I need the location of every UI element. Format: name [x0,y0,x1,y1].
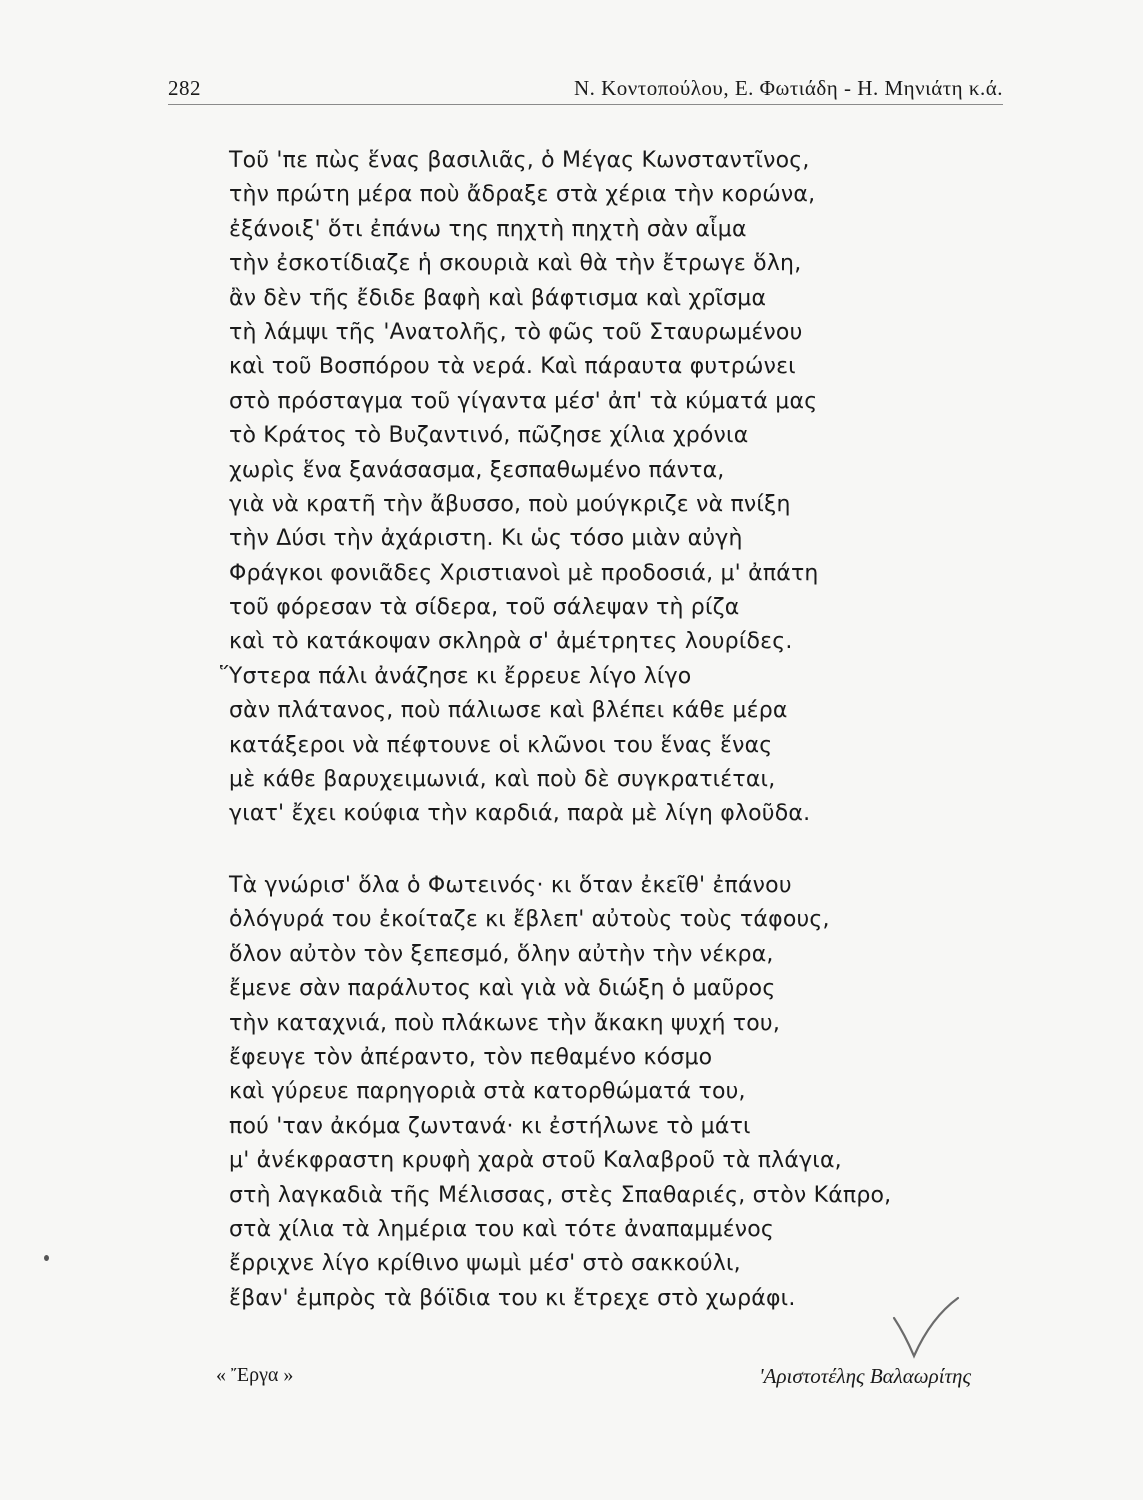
poem-line: σὰν πλάτανος, ποὺ πάλιωσε καὶ βλέπει κάθε μέρα [229,698,788,724]
poem-line: ἐξάνοιξ' ὅτι ἐπάνω της πηχτὴ πηχτὴ σὰν αἷμα [229,216,747,242]
poem-line: χωρὶς ἕνα ξανάσασμα, ξεσπαθωμένο πάντα, [229,457,725,483]
poem-line: πού 'ταν ἀκόμα ζωντανά· κι ἐστήλωνε τὸ μάτι [229,1113,751,1139]
poem-line: καὶ τοῦ Βοσπόρου τὰ νερά. Καὶ πάραυτα φυτρώνει [229,354,796,380]
source-title: « Ἔργα » [216,1364,294,1386]
poem-line: τὴν πρώτη μέρα ποὺ ἄδραξε στὰ χέρια τὴν κορώνα, [229,182,816,208]
poem-line: κατάξεροι νὰ πέφτουνε οἱ κλῶνοι του ἕνας ἕνας [229,732,773,758]
ink-speck [44,1255,49,1261]
poem-line: μ' ἀνέκφραστη κρυφὴ χαρὰ στοῦ Καλαβροῦ τὰ πλάγια, [229,1148,842,1174]
poem-line: Τοῦ 'πε πὼς ἕνας βασιλιᾶς, ὁ Μέγας Κωνσταντῖνος, [229,148,810,173]
poem-line: ὁλόγυρά του ἐκοίταζε κι ἔβλεπ' αὐτοὺς τοὺς τάφους, [229,907,830,933]
poem-line: γιατ' ἔχει κούφια τὴν καρδιά, παρὰ μὲ λίγη φλοῦδα. [229,801,811,827]
author-name: 'Αριστοτέλης Βαλαωρίτης [759,1364,971,1388]
poem-line: τὴ λάμψι τῆς 'Ανατολῆς, τὸ φῶς τοῦ Σταυρωμένου [229,319,803,345]
header-rule [168,104,1003,105]
poem-line: τὴν Δύσι τὴν ἀχάριστη. Κι ὡς τόσο μιὰν αὐγὴ [229,526,743,552]
poem-line: γιὰ νὰ κρατῆ τὴν ἄβυσσο, ποὺ μούγκριζε νὰ πνίξη [229,491,791,517]
poem-line: καὶ τὸ κατάκοψαν σκληρὰ σ' ἀμέτρητες λουρίδες. [229,629,793,655]
poem-line: μὲ κάθε βαρυχειμωνιά, καὶ ποὺ δὲ συγκρατιέται, [229,767,776,793]
poem-line: Τὰ γνώρισ' ὅλα ὁ Φωτεινός· κι ὅταν ἐκεῖθ' ἐπάνου [229,873,792,898]
poem-line: στὸ πρόσταγμα τοῦ γίγαντα μέσ' ἀπ' τὰ κύματά μας [229,388,818,414]
poem-line: ὅλον αὐτὸν τὸν ξεπεσμό, ὅλην αὐτὴν τὴν νέκρα, [229,941,774,967]
running-head: Ν. Κοντοπούλου, Ε. Φωτιάδη - Η. Μηνιάτη κ.ά. [573,76,1003,100]
poem-line: ἔρριχνε λίγο κρίθινο ψωμὶ μέσ' στὸ σακκούλι, [229,1251,741,1277]
poem-line: τὸ Κράτος τὸ Βυζαντινό, πῶζησε χίλια χρόνια [229,423,749,449]
poem-line: ἂν δὲν τῆς ἔδιδε βαφὴ καὶ βάφτισμα καὶ χρῖσμα [229,285,767,311]
poem-stanza-2 [229,869,929,1316]
page-number: 282 [168,76,201,100]
poem-stanza-1 [220,144,929,832]
poem-line: τοῦ φόρεσαν τὰ σίδερα, τοῦ σάλεψαν τὴ ρίζα [229,595,740,621]
poem-line: τὴν καταχνιά, ποὺ πλάκωνε τὴν ἄκακη ψυχή του, [229,1010,781,1036]
poem-line: καὶ γύρευε παρηγοριὰ στὰ κατορθώματά του, [229,1079,746,1105]
poem-line: στὴ λαγκαδιὰ τῆς Μέλισσας, στὲς Σπαθαριές, στὸν Κάπρο, [229,1182,892,1208]
poem-line: Ὕστερα πάλι ἀνάζησε κι ἔρρευε λίγο λίγο [220,663,692,689]
page-header [168,72,1003,104]
poem-line: ἔβαν' ἐμπρὸς τὰ βόϊδια του κι ἔτρεχε στὸ χωράφι. [229,1285,796,1311]
poem-line: τὴν ἐσκοτίδιαζε ἡ σκουριὰ καὶ θὰ τὴν ἔτρωγε ὅλη, [229,251,802,277]
poem-line: στὰ χίλια τὰ λημέρια του καὶ τότε ἀναπαμμένος [229,1216,775,1242]
checkmark-icon [892,1294,962,1360]
poem-line: Φράγκοι φονιᾶδες Χριστιανοὶ μὲ προδοσιά, μ' ἀπάτη [229,560,819,586]
poem-line: ἔμενε σὰν παράλυτος καὶ γιὰ νὰ διώξη ὁ μαῦρος [229,976,776,1002]
poem-line: ἔφευγε τὸν ἀπέραντο, τὸν πεθαμένο κόσμο [229,1044,713,1070]
